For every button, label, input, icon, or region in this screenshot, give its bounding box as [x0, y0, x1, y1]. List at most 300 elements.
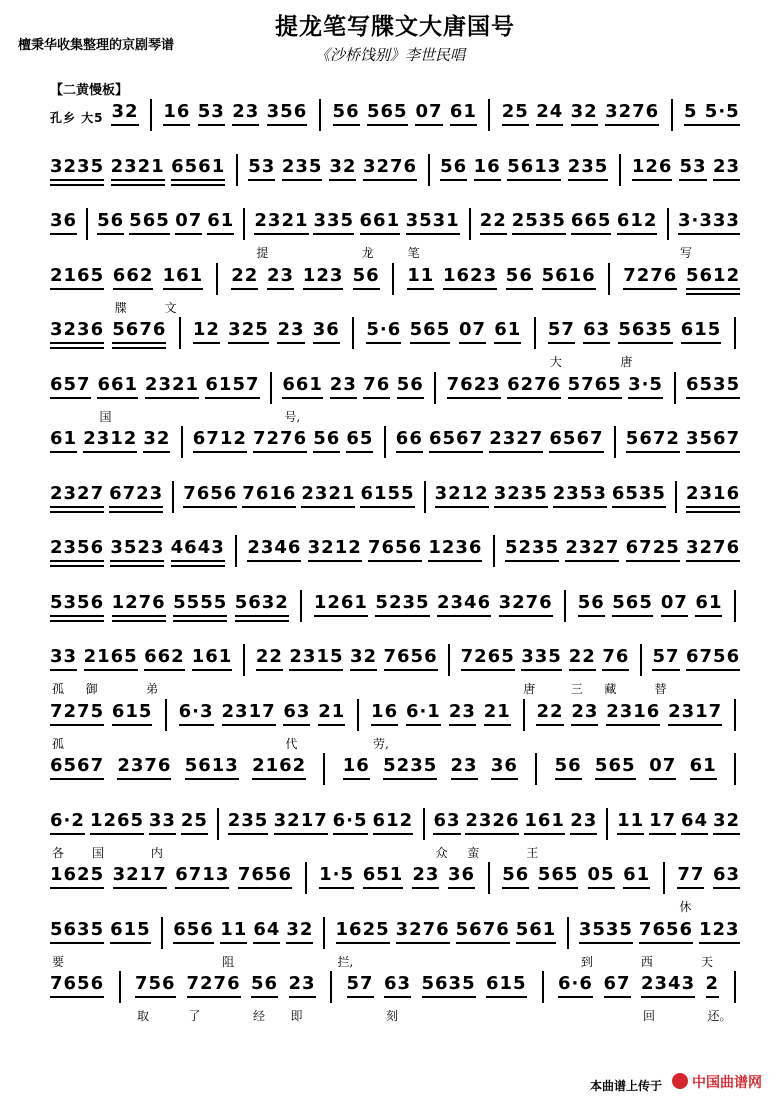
note-group: 3217 — [273, 809, 328, 831]
lyric-syllable: 王 — [526, 845, 539, 860]
lyric-syllable: 内 — [150, 845, 163, 860]
note-group: 5676 — [112, 319, 167, 340]
lyric-syllable: 孤 — [52, 682, 65, 696]
logo-icon — [672, 1073, 688, 1089]
note-group: 2321 — [254, 210, 309, 231]
lyric-syllable: 牒 — [114, 300, 127, 315]
note-group: 56 — [440, 155, 468, 177]
lyric-syllable: 弟 — [146, 682, 159, 696]
lyric-syllable: 三 — [570, 682, 583, 696]
note-group: 32 — [329, 155, 357, 177]
note-group: 22 — [479, 210, 507, 231]
score-line — [50, 864, 740, 914]
barline — [330, 971, 332, 1003]
barline — [384, 426, 386, 458]
note-group: 2327 — [565, 537, 620, 558]
barline — [675, 481, 677, 513]
note-group: 2376 — [117, 755, 172, 776]
note-group: 657 — [50, 373, 91, 395]
note-group: 661 — [97, 373, 139, 395]
barline — [567, 917, 569, 949]
note-group: 61 — [207, 210, 235, 231]
barline — [243, 644, 245, 676]
note-group: 335 — [521, 646, 562, 667]
note-group: 615 — [486, 973, 527, 994]
note-group: 1261 — [313, 591, 368, 613]
note-group: 53 — [248, 155, 276, 177]
note-group: 22 — [568, 646, 596, 667]
note-group: 7276 — [623, 264, 678, 286]
note-group: 05 — [587, 864, 615, 885]
note-group: 61 — [449, 101, 477, 122]
note-group: 5235 — [383, 755, 438, 776]
note-group: 23 — [570, 809, 598, 831]
barline — [663, 862, 665, 894]
note-group: 56 — [251, 973, 279, 994]
note-group: 57 — [346, 973, 374, 994]
note-group: 25 — [180, 809, 208, 831]
score-line — [50, 810, 740, 860]
note-group: 2165 — [50, 264, 105, 286]
note-group: 2316 — [606, 700, 661, 722]
page-title: 提龙笔写牒文大唐国号 — [275, 13, 515, 40]
note-group: 66 — [395, 428, 423, 449]
lyric-syllable: 大 — [549, 355, 562, 369]
note-group: 5672 — [625, 428, 680, 449]
note-group: 07 — [649, 755, 677, 776]
note-group: 77 — [677, 864, 705, 885]
barline — [352, 317, 354, 349]
note-group: 662 — [112, 264, 154, 286]
note-group: 32 — [349, 646, 377, 667]
note-group: 2353 — [552, 482, 607, 504]
note-group: 32 — [111, 101, 139, 122]
note-group: 5635 — [421, 973, 476, 994]
note-group: 5·6 — [366, 319, 402, 340]
note-group: 2321 — [301, 482, 356, 504]
note-group: 565 — [594, 755, 636, 776]
note-group: 3235 — [50, 155, 105, 177]
barline — [119, 971, 121, 1003]
note-group: 6725 — [625, 537, 680, 558]
note-group: 24 — [536, 101, 564, 122]
note-group: 665 — [570, 210, 612, 231]
note-group: 7656 — [638, 918, 694, 940]
lyric-syllable: 龙 — [361, 246, 374, 260]
note-group: 1265 — [89, 809, 145, 831]
note-group: 22 — [231, 264, 259, 286]
note-group: 1236 — [428, 537, 483, 558]
note-group: 3531 — [405, 210, 460, 231]
note-group: 615 — [680, 319, 722, 340]
note-group: 23 — [448, 700, 476, 722]
score-line — [50, 319, 740, 369]
note-group: 6276 — [507, 373, 562, 395]
barline — [423, 808, 425, 840]
barline — [150, 99, 152, 131]
note-group: 2312 — [83, 428, 138, 449]
note-group: 23 — [232, 101, 260, 122]
barline — [606, 808, 608, 840]
note-group: 2356 — [50, 537, 105, 558]
note-group: 76 — [602, 646, 630, 667]
barline — [300, 590, 302, 622]
note-group: 23 — [288, 973, 316, 994]
note-group: 32 — [286, 918, 314, 940]
note-group: 2326 — [465, 809, 520, 831]
lyric-syllable: 天 — [701, 954, 714, 969]
note-group: 7656 — [368, 537, 423, 558]
barline — [86, 208, 88, 240]
note-group: 565 — [129, 210, 170, 231]
note-group: 56 — [332, 101, 360, 122]
note-group: 356 — [266, 101, 308, 122]
note-group: 1625 — [335, 918, 390, 940]
score-line — [50, 919, 740, 969]
note-group: 56 — [554, 755, 582, 776]
note-group: 2343 — [641, 973, 696, 994]
lyric-syllable: 笔 — [407, 246, 420, 260]
note-group: 61 — [689, 755, 717, 776]
barline — [165, 699, 167, 731]
note-group: 16 — [163, 101, 191, 122]
note-group: 12 — [192, 319, 220, 340]
note-group: 126 — [631, 155, 673, 177]
score-line — [50, 646, 740, 696]
score-line — [50, 210, 740, 260]
note-group: 2316 — [686, 482, 741, 504]
note-group: 5555 — [173, 591, 228, 613]
note-group: 36 — [312, 319, 340, 340]
note-group: 612 — [616, 210, 658, 231]
lyric-syllable: 各 — [52, 845, 65, 860]
lyric-syllable: 写 — [680, 246, 693, 260]
note-group: 3567 — [686, 428, 741, 449]
barline — [179, 317, 181, 349]
note-group: 6·5 — [332, 809, 368, 831]
barline — [734, 699, 736, 731]
note-group: 6535 — [686, 373, 741, 395]
note-group: 5765 — [567, 373, 622, 395]
lyric-syllable: 蛮 — [467, 845, 480, 860]
barline — [493, 535, 495, 567]
note-group: 2535 — [511, 210, 566, 231]
note-group: 565 — [367, 101, 408, 122]
score-line — [50, 483, 740, 533]
note-group: 32 — [713, 809, 741, 831]
note-group: 3535 — [578, 918, 633, 940]
note-group: 76 — [363, 373, 391, 395]
note-group: 56 — [97, 210, 125, 231]
note-group: 5 5·5 — [684, 101, 740, 122]
note-group: 2317 — [668, 700, 723, 722]
note-group: 325 — [228, 319, 269, 340]
note-group: 56 — [396, 373, 424, 395]
note-group: 6·6 — [558, 973, 593, 994]
lyric-syllable: 众 — [435, 845, 448, 860]
note-group: 5616 — [541, 264, 596, 286]
barline — [323, 917, 325, 949]
barline — [181, 426, 183, 458]
lyric-syllable: 孤 — [52, 736, 65, 751]
note-group: 2315 — [289, 646, 344, 667]
barline — [270, 372, 272, 404]
note-group: 7623 — [446, 373, 501, 395]
note-group: 21 — [483, 700, 511, 722]
note-group: 1625 — [50, 864, 105, 885]
note-group: 56 — [352, 264, 380, 286]
barline — [323, 753, 325, 785]
barline — [608, 263, 610, 295]
lyric-syllable: 要 — [52, 954, 65, 969]
note-group: 33 — [148, 809, 176, 831]
note-group: 2317 — [221, 700, 276, 722]
lyric-syllable: 提 — [256, 246, 269, 260]
tempo-marking: 【二黄慢板】 — [50, 83, 129, 98]
note-group: 孔乡 大5 — [50, 111, 104, 125]
note-group: 651 — [362, 864, 404, 885]
note-group: 23 — [329, 373, 357, 395]
note-group: 565 — [409, 319, 451, 340]
barline — [448, 644, 450, 676]
note-group: 6712 — [192, 428, 247, 449]
lyric-syllable: 御 — [85, 682, 98, 696]
barline — [161, 917, 163, 949]
barline — [640, 644, 642, 676]
lyric-syllable: 刻 — [386, 1009, 399, 1023]
lyric-syllable: 替 — [654, 682, 667, 696]
note-group: 16 — [342, 755, 370, 776]
note-group: 3276 — [605, 101, 660, 122]
barline — [305, 862, 307, 894]
barline — [217, 808, 219, 840]
note-group: 56 — [313, 428, 341, 449]
note-group: 2 — [705, 973, 720, 994]
barline — [488, 99, 490, 131]
note-group: 36 — [490, 755, 518, 776]
note-group: 662 — [144, 646, 185, 667]
barline — [534, 317, 536, 349]
note-group: 6·2 — [50, 809, 85, 831]
barline — [535, 753, 537, 785]
note-group: 1623 — [443, 264, 498, 286]
barline — [424, 481, 426, 513]
lyric-syllable: 取 — [137, 1009, 150, 1023]
note-group: 63 — [583, 319, 611, 340]
note-group: 6561 — [171, 155, 226, 177]
note-group: 53 — [679, 155, 707, 177]
barline — [243, 208, 245, 240]
note-group: 2165 — [83, 646, 138, 667]
note-group: 6·3 — [178, 700, 214, 722]
note-group: 661 — [282, 373, 323, 395]
note-group: 22 — [536, 700, 564, 722]
note-group: 6157 — [205, 373, 260, 395]
score-line — [50, 537, 740, 587]
note-group: 36 — [448, 864, 476, 885]
note-group: 1·5 — [319, 864, 355, 885]
barline — [564, 590, 566, 622]
note-group: 656 — [173, 918, 214, 940]
barline — [734, 590, 736, 622]
note-group: 7276 — [186, 973, 241, 994]
note-group: 33 — [50, 646, 78, 667]
barline — [236, 154, 238, 186]
note-group: 2162 — [252, 755, 307, 776]
lyric-syllable: 还。 — [707, 1009, 732, 1023]
note-group: 57 — [547, 319, 575, 340]
barline — [216, 263, 218, 295]
note-group: 63 — [283, 700, 311, 722]
note-group: 3523 — [110, 537, 165, 558]
note-group: 61 — [50, 428, 78, 449]
barline — [523, 699, 525, 731]
barline — [319, 99, 321, 131]
barline — [488, 862, 490, 894]
note-group: 6567 — [50, 755, 105, 776]
barline — [469, 208, 471, 240]
note-group: 3276 — [686, 537, 741, 558]
note-group: 67 — [603, 973, 631, 994]
note-group: 22 — [255, 646, 283, 667]
note-group: 2346 — [247, 537, 302, 558]
note-group: 161 — [524, 809, 565, 831]
note-group: 6155 — [360, 482, 415, 504]
barline — [674, 372, 676, 404]
note-group: 25 — [501, 101, 529, 122]
note-group: 6567 — [429, 428, 484, 449]
note-group: 61 — [695, 591, 723, 613]
note-group: 5235 — [375, 591, 430, 613]
note-group: 5676 — [455, 918, 510, 940]
note-group: 5356 — [50, 591, 105, 613]
note-group: 56 — [577, 591, 605, 613]
barline — [428, 154, 430, 186]
note-group: 3236 — [50, 319, 105, 340]
score-line — [50, 156, 740, 206]
note-group: 7275 — [50, 700, 105, 722]
lyric-syllable: 休 — [679, 900, 692, 914]
note-group: 6756 — [686, 646, 741, 667]
note-group: 23 — [277, 319, 305, 340]
note-group: 235 — [227, 809, 269, 831]
score-line — [50, 701, 740, 751]
score-line — [50, 265, 740, 315]
note-group: 07 — [660, 591, 688, 613]
note-group: 56 — [505, 264, 533, 286]
note-group: 3212 — [307, 537, 362, 558]
note-group: 57 — [652, 646, 680, 667]
note-group: 64 — [681, 809, 709, 831]
note-group: 21 — [318, 700, 346, 722]
lyric-syllable: 阻 — [222, 954, 235, 969]
note-group: 1276 — [111, 591, 166, 613]
barline — [542, 971, 544, 1003]
note-group: 612 — [372, 809, 414, 831]
note-group: 65 — [346, 428, 374, 449]
note-group: 07 — [415, 101, 443, 122]
lyric-syllable: 文 — [164, 300, 177, 315]
note-group: 2321 — [144, 373, 200, 395]
note-group: 53 — [197, 101, 225, 122]
note-group: 565 — [612, 591, 653, 613]
note-group: 3276 — [498, 591, 553, 613]
note-group: 07 — [458, 319, 486, 340]
barline — [434, 372, 436, 404]
note-group: 64 — [253, 918, 281, 940]
note-group: 3235 — [493, 482, 548, 504]
note-group: 335 — [313, 210, 355, 231]
note-group: 615 — [110, 918, 151, 940]
note-group: 56 — [502, 864, 530, 885]
barline — [619, 154, 621, 186]
note-group: 23 — [571, 700, 599, 722]
barline — [671, 99, 673, 131]
note-group: 23 — [713, 155, 741, 177]
note-group: 63 — [384, 973, 412, 994]
note-group: 3276 — [362, 155, 418, 177]
note-group: 11 — [220, 918, 248, 940]
note-group: 615 — [111, 700, 153, 722]
barline — [357, 699, 359, 731]
lyric-syllable: 代 — [285, 736, 298, 751]
note-group: 7276 — [253, 428, 308, 449]
lyric-syllable: 了 — [188, 1009, 201, 1023]
barline — [667, 208, 669, 240]
note-group: 661 — [359, 210, 401, 231]
score-line — [50, 755, 740, 805]
lyric-syllable: 藏 — [604, 682, 617, 696]
note-group: 5235 — [505, 537, 560, 558]
note-group: 565 — [537, 864, 579, 885]
lyric-syllable: 到 — [580, 954, 593, 969]
note-group: 3217 — [112, 864, 167, 885]
note-group: 3·333 — [678, 210, 740, 231]
note-group: 23 — [450, 755, 478, 776]
note-group: 32 — [570, 101, 598, 122]
logo-text: 中国曲谱网 — [692, 1075, 762, 1091]
lyric-syllable: 号, — [284, 409, 301, 424]
note-group: 5632 — [234, 591, 289, 613]
note-group: 2327 — [50, 482, 105, 504]
note-group: 5635 — [618, 319, 673, 340]
note-group: 11 — [407, 264, 435, 286]
note-group: 235 — [281, 155, 323, 177]
note-group: 123 — [302, 264, 344, 286]
note-group: 2327 — [489, 428, 544, 449]
note-group: 63 — [713, 864, 741, 885]
barline — [734, 753, 736, 785]
lyric-syllable: 西 — [640, 954, 653, 969]
note-group: 5612 — [686, 264, 741, 286]
barline — [734, 317, 736, 349]
note-group: 36 — [50, 210, 78, 231]
score-line — [50, 101, 740, 151]
note-group: 161 — [162, 264, 204, 286]
note-group: 561 — [515, 918, 557, 940]
site-logo[interactable] — [672, 1070, 770, 1092]
note-group: 11 — [617, 809, 645, 831]
upload-note: 本曲谱上传于 — [590, 1079, 663, 1093]
score-line — [50, 374, 740, 424]
note-group: 3276 — [395, 918, 450, 940]
note-group: 3212 — [434, 482, 489, 504]
note-group: 23 — [267, 264, 295, 286]
lyric-syllable: 劳, — [373, 736, 389, 751]
note-group: 5613 — [507, 155, 562, 177]
note-group: 2321 — [110, 155, 165, 177]
score-line — [50, 973, 740, 1023]
